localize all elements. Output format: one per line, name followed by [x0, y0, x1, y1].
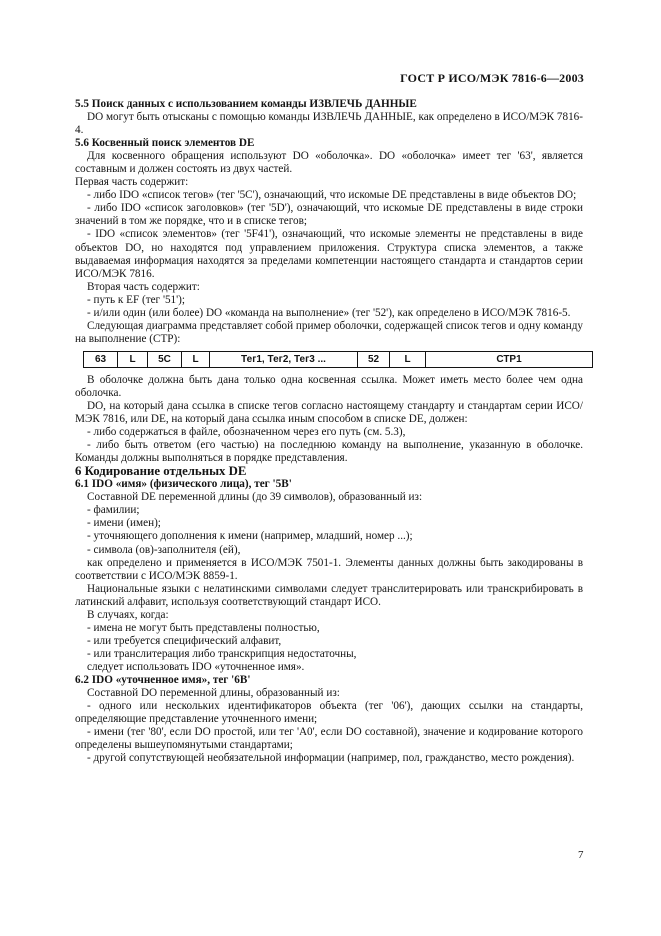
list-item: - либо IDO «список тегов» (тег '5C'), означающий, что искомые DE представлены в виде объектов DO; — [87, 189, 577, 202]
list-item: - уточняющего дополнения к имени (например, младший, номер ...); — [87, 530, 413, 543]
list-item: - одного или нескольких идентификаторов объекта (тег '06'), дающих ссылки на стандарты, определяющие представление уточненного имени; — [75, 700, 583, 726]
list-item: - или транслитерация либо транскрипция недостаточны, — [87, 647, 357, 660]
paragraph: следует использовать IDO «уточненное имя». — [87, 660, 305, 673]
list-item: - либо IDO «список заголовков» (тег '5D'), означающий, что искомые DE представлены в виде строки значений в том же порядке, что и в списке тегов; — [75, 202, 583, 228]
diagram-intro: Следующая диаграмма представляет собой пример оболочки, содержащей список тегов и одну команду на выполнение (CTP): — [75, 319, 583, 345]
diagram-cell: 52 — [358, 352, 390, 367]
second-part-label: Вторая часть содержит: — [87, 280, 200, 293]
list-item: - либо содержаться в файле, обозначенном через его путь (см. 5.3), — [87, 426, 406, 439]
list-item: - другой сопутствующей необязательной информации (например, пол, гражданство, место рождения). — [87, 752, 575, 765]
paragraph: DO, на который дана ссылка в списке тегов согласно настоящему стандарту и стандартам серии ИСО/МЭК 7816, или DE, на который дана ссылка иным способом в списке DE, должен: — [75, 399, 583, 426]
diagram-cell: L — [390, 352, 426, 367]
diagram-cell: L — [182, 352, 210, 367]
section-6-1-heading: 6.1 IDO «имя» (физического лица), тег '5B' — [75, 478, 292, 491]
first-part-label: Первая часть содержит: — [75, 176, 189, 189]
diagram-cell: СТР1 — [496, 353, 522, 365]
paragraph: как определено и применяется в ИСО/МЭК 7501-1. Элементы данных должны быть закодированы в соответствии с ИСО/МЭК 8859-1. — [75, 556, 583, 582]
list-item: - или требуется специфический алфавит, — [87, 634, 282, 647]
paragraph: Составной DO переменной длины, образованный из: — [87, 687, 340, 700]
list-item: - и/или один (или более) DO «команда на выполнение» (тег '52'), как определено в ИСО/МЭК 7816-5. — [87, 306, 571, 319]
diagram-cell: L — [118, 352, 148, 367]
paragraph: В оболочке должна быть дана только одна косвенная ссылка. Может иметь место более чем одна оболочка. — [75, 373, 583, 399]
list-item: - имени (имен); — [87, 517, 161, 530]
list-item: - имена не могут быть представлены полностью, — [87, 621, 320, 634]
list-item: - символа (ов)-заполнителя (ей), — [87, 543, 241, 556]
list-item: - путь к EF (тег '51'); — [87, 293, 185, 306]
section-5-6-intro: Для косвенного обращения используют DO «оболочка». DO «оболочка» имеет тег '63', является составным и должен состоять из двух частей. — [75, 150, 583, 176]
list-item: - фамилии; — [87, 504, 140, 517]
list-item: - либо быть ответом (его частью) на последнюю команду на выполнение, указанную в оболочке. Команды должны выполняться в порядке представления. — [75, 439, 583, 465]
envelope-diagram — [83, 351, 593, 368]
paragraph: Составной DE переменной длины (до 39 символов), образованный из: — [87, 491, 423, 504]
document-body — [75, 98, 583, 765]
section-6-heading: 6 Кодирование отдельных DE — [75, 464, 247, 479]
section-6-2-heading: 6.2 IDO «уточненное имя», тег '6B' — [75, 673, 251, 686]
diagram-cell: 5C — [148, 352, 182, 367]
page-number: 7 — [578, 849, 584, 861]
list-item: - IDO «список элементов» (тег '5F41'), означающий, что искомые элементы не представлены в виде объектов DO, но находятся под управлением приложения. Структура списка элементов, а также выдаваемая информация находятся за пределами компетенции настоящего стандарта и стандартов серии ИСО/МЭК 7816. — [75, 228, 583, 280]
list-item: - имени (тег '80', если DO простой, или тег 'A0', если DO составной), значение и кодирование которого определены вышеупомянутыми стандартами; — [75, 726, 583, 752]
standard-header: ГОСТ Р ИСО/МЭК 7816-6—2003 — [400, 71, 584, 85]
section-5-5-heading: 5.5 Поиск данных с использованием команды ИЗВЛЕЧЬ ДАННЫЕ — [75, 98, 417, 110]
paragraph: В случаях, когда: — [87, 608, 169, 621]
diagram-cell: 63 — [84, 352, 118, 367]
diagram-cell: Тег1, Тег2, Тег3 ... — [210, 352, 358, 367]
paragraph: Национальные языки с нелатинскими символами следует транслитерировать или транскрибировать в латинский алфавит, используя соответствующий стандарт ИСО. — [75, 582, 583, 608]
section-5-5-text: DO могут быть отысканы с помощью команды ИЗВЛЕЧЬ ДАННЫЕ, как определено в ИСО/МЭК 7816-4. — [75, 111, 583, 137]
section-5-6-heading: 5.6 Косвенный поиск элементов DE — [75, 137, 255, 150]
